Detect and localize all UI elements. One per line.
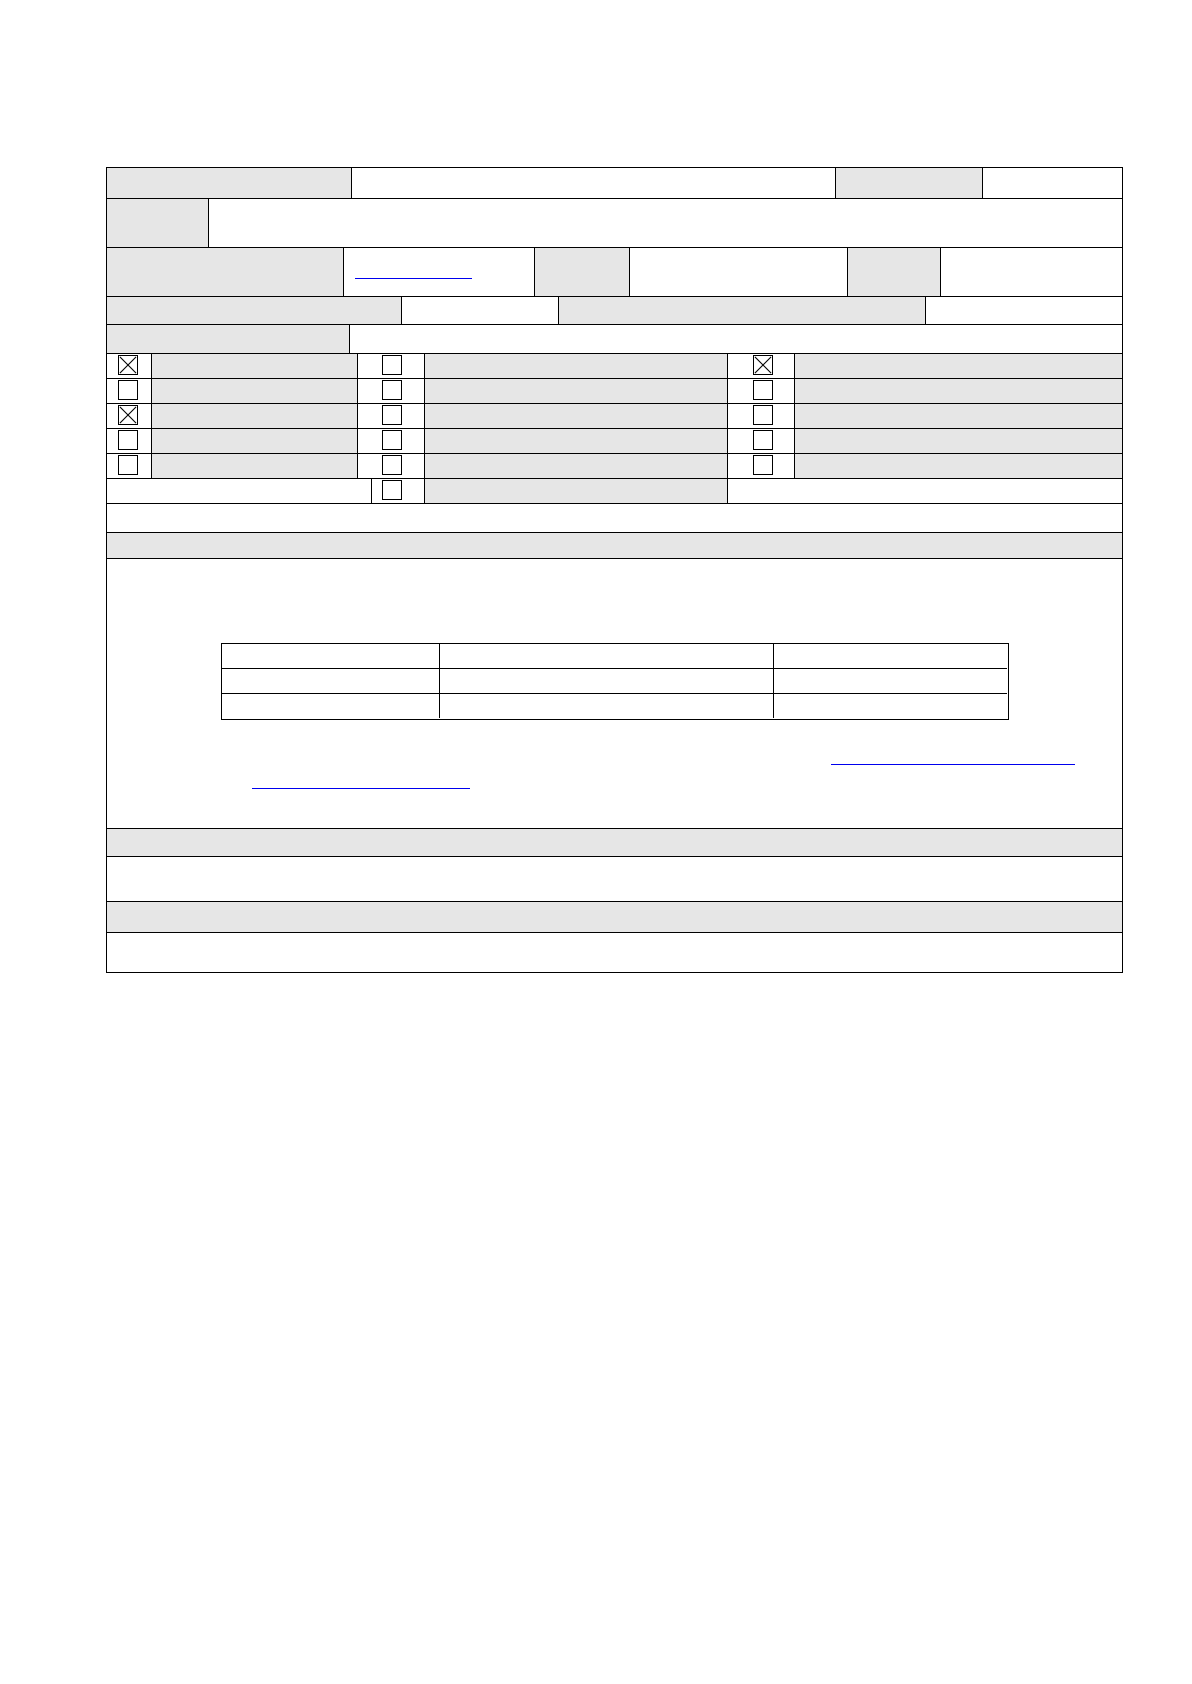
checkbox[interactable]	[753, 430, 773, 450]
row1-value-b[interactable]	[982, 168, 1122, 198]
row3-label-b	[534, 248, 629, 296]
checkbox-checked[interactable]	[118, 355, 138, 375]
table-cell	[773, 694, 1007, 718]
checkbox[interactable]	[118, 430, 138, 450]
checkbox[interactable]	[382, 455, 402, 475]
table-cell	[773, 669, 1007, 693]
row3-link-cell	[343, 248, 534, 296]
checkbox[interactable]	[382, 480, 402, 500]
checkbox[interactable]	[753, 405, 773, 425]
row1-label-b	[835, 168, 982, 198]
option-label	[425, 429, 727, 453]
row3-value-c[interactable]	[940, 248, 1122, 296]
checkbox[interactable]	[382, 430, 402, 450]
row3-label-a	[107, 248, 343, 296]
option-label	[425, 404, 727, 428]
checkbox[interactable]	[382, 405, 402, 425]
section2-header	[107, 829, 1122, 856]
table-cell	[222, 644, 439, 668]
table-cell	[439, 644, 773, 668]
table-cell	[439, 669, 773, 693]
blank-row	[107, 504, 1122, 532]
section2-body[interactable]	[107, 857, 1122, 901]
row4-label-b	[558, 297, 925, 324]
option-label	[425, 454, 727, 478]
option-label	[425, 479, 727, 503]
row4-value-b[interactable]	[925, 297, 1122, 324]
option-label	[152, 454, 357, 478]
option-label	[795, 429, 1122, 453]
row3-label-c	[847, 248, 940, 296]
row2-label	[107, 199, 208, 247]
row3-link-underline[interactable]	[355, 278, 472, 279]
table-cell	[222, 669, 439, 693]
option-label	[425, 354, 727, 378]
option-label	[152, 429, 357, 453]
option-label	[795, 404, 1122, 428]
option-label	[795, 379, 1122, 403]
table-cell	[439, 694, 773, 718]
row4-label-a	[107, 297, 401, 324]
table-cell	[773, 644, 1007, 668]
checkbox-checked[interactable]	[753, 355, 773, 375]
checkbox[interactable]	[753, 380, 773, 400]
option-label	[795, 454, 1122, 478]
checkbox[interactable]	[118, 380, 138, 400]
row2-value[interactable]	[208, 199, 1122, 247]
checkbox[interactable]	[118, 455, 138, 475]
row3-value-b[interactable]	[629, 248, 847, 296]
section1-header	[107, 533, 1122, 558]
checkbox[interactable]	[382, 380, 402, 400]
option-label	[152, 404, 357, 428]
form-frame	[106, 167, 1123, 973]
section1-link-1[interactable]	[831, 764, 1075, 765]
table-cell	[222, 694, 439, 718]
row4-value-a[interactable]	[401, 297, 558, 324]
option-label	[152, 379, 357, 403]
row1-value-a[interactable]	[351, 168, 835, 198]
option-label	[425, 379, 727, 403]
row5-value[interactable]	[349, 325, 1122, 353]
option-label	[795, 354, 1122, 378]
section1-link-2[interactable]	[252, 788, 470, 789]
checkbox[interactable]	[753, 455, 773, 475]
option-label	[152, 354, 357, 378]
checkbox-checked[interactable]	[118, 405, 138, 425]
section3-header	[107, 902, 1122, 932]
section1-table	[221, 643, 1009, 720]
row1-label-a	[107, 168, 351, 198]
checkbox[interactable]	[382, 355, 402, 375]
row5-label	[107, 325, 349, 353]
section3-body[interactable]	[107, 933, 1122, 972]
